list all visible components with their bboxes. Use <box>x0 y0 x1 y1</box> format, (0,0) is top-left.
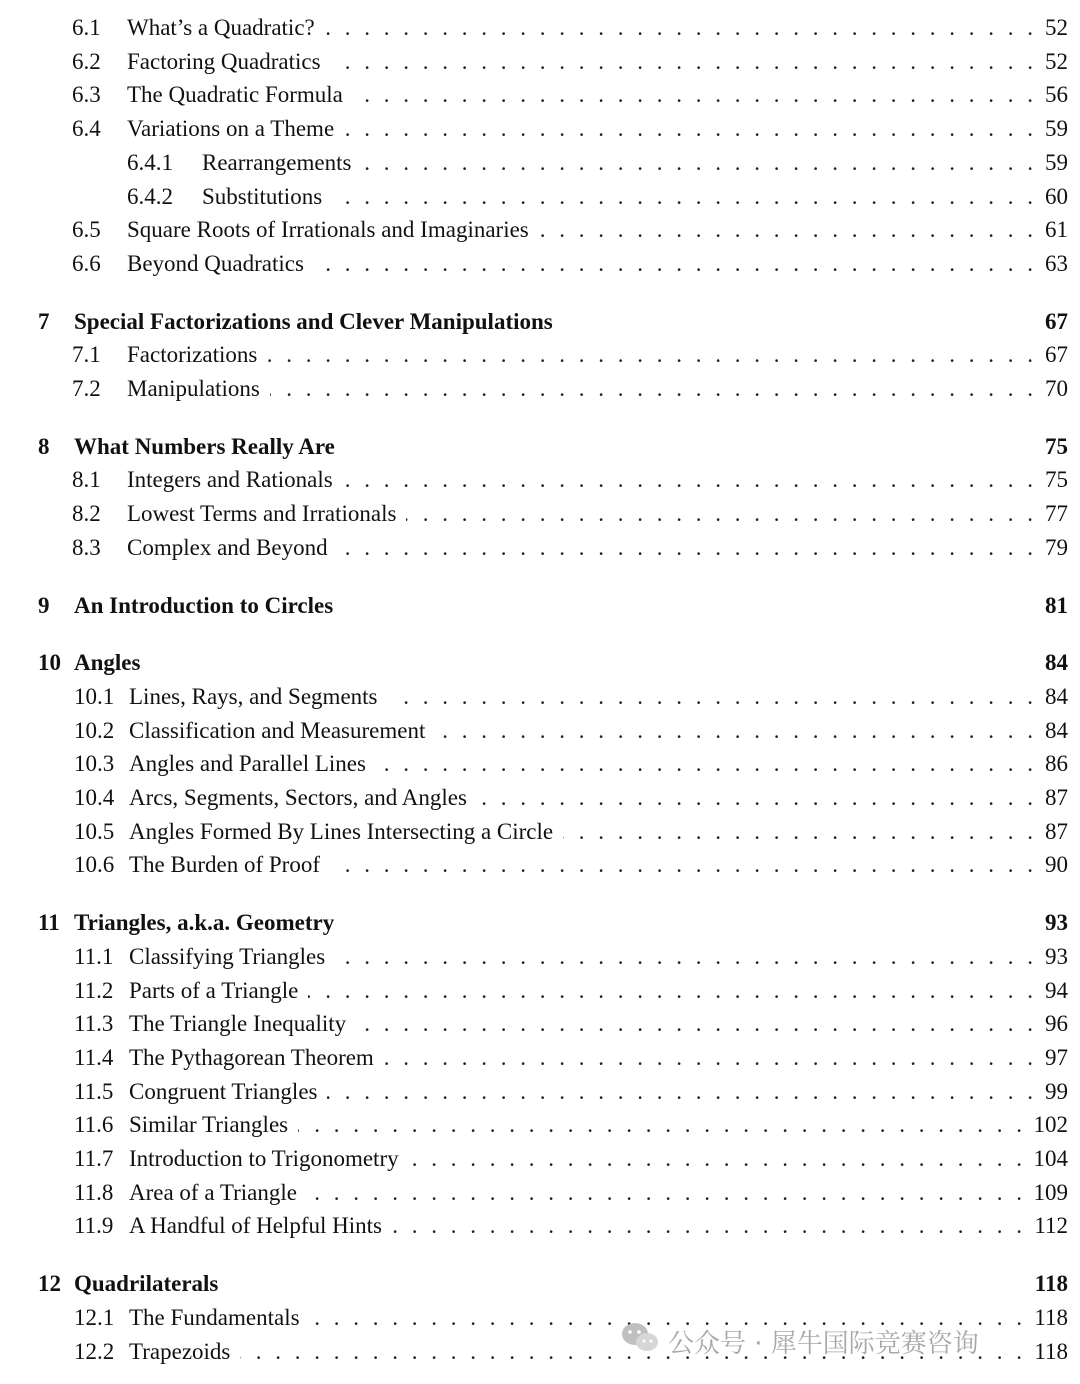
toc-section-entry <box>0 815 1080 849</box>
entry-number: 7 <box>38 308 50 334</box>
entry-number: 6.6 <box>72 250 101 276</box>
entry-number: 12.2 <box>74 1338 115 1364</box>
watermark <box>620 1322 979 1360</box>
entry-title: Trapezoids <box>129 1338 231 1364</box>
entry-number: 11 <box>38 910 60 936</box>
entry-number: 11.8 <box>74 1179 114 1205</box>
entry-title: The Quadratic Formula <box>127 82 343 108</box>
dot-leader <box>353 78 1033 112</box>
entry-number: 10 <box>38 650 61 676</box>
entry-page-number: 109 <box>1033 1179 1068 1205</box>
entry-title: Quadrilaterals <box>74 1271 219 1297</box>
toc-section-entry <box>0 747 1080 781</box>
entry-number: 7.2 <box>72 376 101 401</box>
toc-section-entry <box>0 180 1080 214</box>
entry-number: 10.4 <box>74 785 115 810</box>
toc-chapter-entry <box>0 906 1080 940</box>
entry-number: 10.2 <box>74 717 115 743</box>
dot-leader <box>343 463 1033 497</box>
toc-section-entry <box>0 1007 1080 1041</box>
entry-title: Substitutions <box>202 183 323 209</box>
entry-page-number: 56 <box>1045 82 1068 108</box>
dot-leader <box>539 213 1033 247</box>
entry-page-number: 59 <box>1045 149 1068 175</box>
entry-number: 8.3 <box>72 534 101 560</box>
entry-page-number: 86 <box>1045 751 1068 777</box>
dot-leader <box>298 1108 1022 1142</box>
dot-leader <box>409 1142 1022 1176</box>
entry-title: The Triangle Inequality <box>129 1011 347 1037</box>
entry-number: 11.9 <box>74 1213 114 1239</box>
entry-page-number: 94 <box>1045 977 1068 1003</box>
dot-leader <box>361 146 1033 180</box>
entry-number: 10.1 <box>74 683 115 709</box>
dot-leader <box>477 781 1033 815</box>
entry-number: 8.2 <box>72 501 101 527</box>
toc-section-entry <box>0 1041 1080 1075</box>
entry-number: 6.4.2 <box>127 183 173 209</box>
entry-title: Congruent Triangles <box>129 1078 318 1104</box>
entry-page-number: 52 <box>1045 15 1068 40</box>
toc-section-entry <box>0 781 1080 815</box>
toc-chapter-entry <box>0 589 1080 623</box>
entry-page-number: 52 <box>1045 48 1068 74</box>
toc-section-entry <box>0 78 1080 112</box>
toc-section-entry <box>0 11 1080 45</box>
entry-number: 11.7 <box>74 1146 114 1171</box>
dot-leader <box>384 1041 1033 1075</box>
entry-number: 12 <box>38 1271 61 1297</box>
entry-number: 10.5 <box>74 818 115 844</box>
entry-number: 11.3 <box>74 1011 114 1037</box>
entry-page-number: 79 <box>1045 534 1068 560</box>
entry-page-number: 112 <box>1034 1213 1068 1239</box>
entry-page-number: 102 <box>1033 1112 1068 1138</box>
toc-section-entry <box>0 1176 1080 1210</box>
entry-number: 11.5 <box>74 1078 114 1104</box>
entry-page-number: 118 <box>1034 1338 1068 1364</box>
entry-number: 10.6 <box>74 852 115 878</box>
entry-title: Complex and Beyond <box>127 534 328 560</box>
entry-title: Factorizations <box>127 342 258 368</box>
entry-title: Angles Formed By Lines Intersecting a Circle <box>129 818 554 844</box>
entry-title: Similar Triangles <box>129 1112 289 1138</box>
entry-number: 10.3 <box>74 751 115 777</box>
entry-title: Variations on a Theme <box>127 116 335 142</box>
entry-title: Arcs, Segments, Sectors, and Angles <box>129 785 467 810</box>
watermark-text: 公众号 · 犀牛国际竞赛咨询 <box>668 1328 979 1359</box>
entry-page-number: 118 <box>1034 1304 1068 1330</box>
entry-number: 12.1 <box>74 1304 115 1330</box>
entry-title: Factoring Quadratics <box>127 48 321 74</box>
entry-number: 6.3 <box>72 82 101 108</box>
entry-page-number: 90 <box>1045 852 1068 878</box>
toc-section-entry <box>0 680 1080 714</box>
dot-leader <box>376 747 1033 781</box>
dot-leader <box>314 247 1033 281</box>
entry-page-number: 77 <box>1045 501 1068 527</box>
entry-title: An Introduction to Circles <box>74 592 334 618</box>
entry-page-number: 87 <box>1045 785 1068 810</box>
entry-number: 6.4.1 <box>127 149 173 175</box>
entry-title: Beyond Quadratics <box>127 250 304 276</box>
entry-number: 11.6 <box>74 1112 114 1138</box>
entry-title: Classification and Measurement <box>129 717 426 743</box>
toc-section-entry <box>0 497 1080 531</box>
dot-leader <box>392 1209 1022 1243</box>
entry-page-number: 84 <box>1045 717 1068 743</box>
entry-page-number: 67 <box>1045 342 1068 368</box>
entry-page-number: 93 <box>1045 910 1068 936</box>
entry-number: 6.2 <box>72 48 101 74</box>
toc-section-entry <box>0 1142 1080 1176</box>
dot-leader <box>308 974 1033 1008</box>
dot-leader <box>335 940 1033 974</box>
entry-title: Classifying Triangles <box>129 943 326 969</box>
entry-title: The Pythagorean Theorem <box>129 1044 374 1070</box>
entry-number: 7.1 <box>72 342 101 368</box>
entry-page-number: 70 <box>1045 376 1068 401</box>
entry-page-number: 75 <box>1045 467 1068 493</box>
dot-leader <box>356 1007 1033 1041</box>
entry-page-number: 61 <box>1045 217 1068 243</box>
toc-section-entry <box>0 463 1080 497</box>
dot-leader <box>435 714 1033 748</box>
toc-section-entry <box>0 338 1080 372</box>
entry-page-number: 59 <box>1045 116 1068 142</box>
entry-title: Parts of a Triangle <box>129 977 299 1003</box>
entry-number: 11.4 <box>74 1044 114 1070</box>
toc-chapter-entry <box>0 430 1080 464</box>
entry-title: What’s a Quadratic? <box>127 15 315 40</box>
entry-page-number: 87 <box>1045 818 1068 844</box>
entry-title: A Handful of Helpful Hints <box>129 1213 382 1239</box>
entry-number: 8 <box>38 433 50 459</box>
toc-chapter-entry <box>0 305 1080 339</box>
toc-section-entry <box>0 940 1080 974</box>
entry-title: Lines, Rays, and Segments <box>129 683 378 709</box>
entry-page-number: 97 <box>1045 1044 1068 1070</box>
toc-chapter-entry <box>0 1267 1080 1301</box>
entry-number: 11.1 <box>74 943 114 969</box>
dot-leader <box>325 11 1033 45</box>
entry-title: Introduction to Trigonometry <box>129 1146 399 1171</box>
toc-section-entry <box>0 45 1080 79</box>
entry-page-number: 60 <box>1045 183 1068 209</box>
dot-leader <box>406 497 1033 531</box>
dot-leader <box>563 815 1033 849</box>
entry-number: 11.2 <box>74 977 114 1003</box>
toc-section-entry <box>0 112 1080 146</box>
entry-title: Special Factorizations and Clever Manipulations <box>74 308 553 334</box>
entry-title: Manipulations <box>127 376 260 401</box>
entry-title: Angles and Parallel Lines <box>129 751 366 777</box>
entry-title: The Burden of Proof <box>129 852 320 878</box>
toc-section-entry <box>0 1108 1080 1142</box>
dot-leader <box>270 372 1033 406</box>
dot-leader <box>388 680 1033 714</box>
entry-title: The Fundamentals <box>129 1304 300 1330</box>
entry-page-number: 104 <box>1033 1146 1068 1171</box>
entry-number: 6.1 <box>72 15 101 40</box>
toc-section-entry <box>0 1075 1080 1109</box>
dot-leader <box>344 112 1033 146</box>
toc-section-entry <box>0 247 1080 281</box>
entry-title: Rearrangements <box>202 149 352 175</box>
toc-section-entry <box>0 372 1080 406</box>
toc-section-entry <box>0 714 1080 748</box>
entry-page-number: 118 <box>1034 1271 1068 1297</box>
toc-section-entry <box>0 213 1080 247</box>
toc-section-entry <box>0 848 1080 882</box>
entry-number: 6.5 <box>72 217 101 243</box>
entry-number: 8.1 <box>72 467 101 493</box>
wechat-icon <box>620 1321 660 1362</box>
toc-chapter-entry <box>0 646 1080 680</box>
entry-page-number: 99 <box>1045 1078 1068 1104</box>
entry-page-number: 81 <box>1045 592 1068 618</box>
entry-page-number: 67 <box>1045 308 1068 334</box>
dot-leader <box>331 45 1033 79</box>
entry-number: 9 <box>38 592 50 618</box>
entry-title: Triangles, a.k.a. Geometry <box>74 910 335 936</box>
toc-section-entry <box>0 1209 1080 1243</box>
entry-page-number: 96 <box>1045 1011 1068 1037</box>
entry-page-number: 75 <box>1045 433 1068 459</box>
entry-title: Area of a Triangle <box>129 1179 297 1205</box>
dot-leader <box>327 1075 1033 1109</box>
dot-leader <box>330 848 1033 882</box>
entry-title: Lowest Terms and Irrationals <box>127 501 397 527</box>
dot-leader <box>267 338 1033 372</box>
toc-section-entry <box>0 531 1080 565</box>
entry-page-number: 84 <box>1045 650 1068 676</box>
dot-leader <box>307 1176 1022 1210</box>
entry-page-number: 63 <box>1045 250 1068 276</box>
toc-section-entry <box>0 974 1080 1008</box>
entry-title: What Numbers Really Are <box>74 433 335 459</box>
entry-page-number: 93 <box>1045 943 1068 969</box>
entry-title: Square Roots of Irrationals and Imaginaries <box>127 217 529 243</box>
entry-page-number: 84 <box>1045 683 1068 709</box>
dot-leader <box>332 180 1033 214</box>
entry-number: 6.4 <box>72 116 101 142</box>
entry-title: Integers and Rationals <box>127 467 333 493</box>
toc-section-entry <box>0 146 1080 180</box>
dot-leader <box>338 531 1033 565</box>
entry-title: Angles <box>74 650 141 676</box>
